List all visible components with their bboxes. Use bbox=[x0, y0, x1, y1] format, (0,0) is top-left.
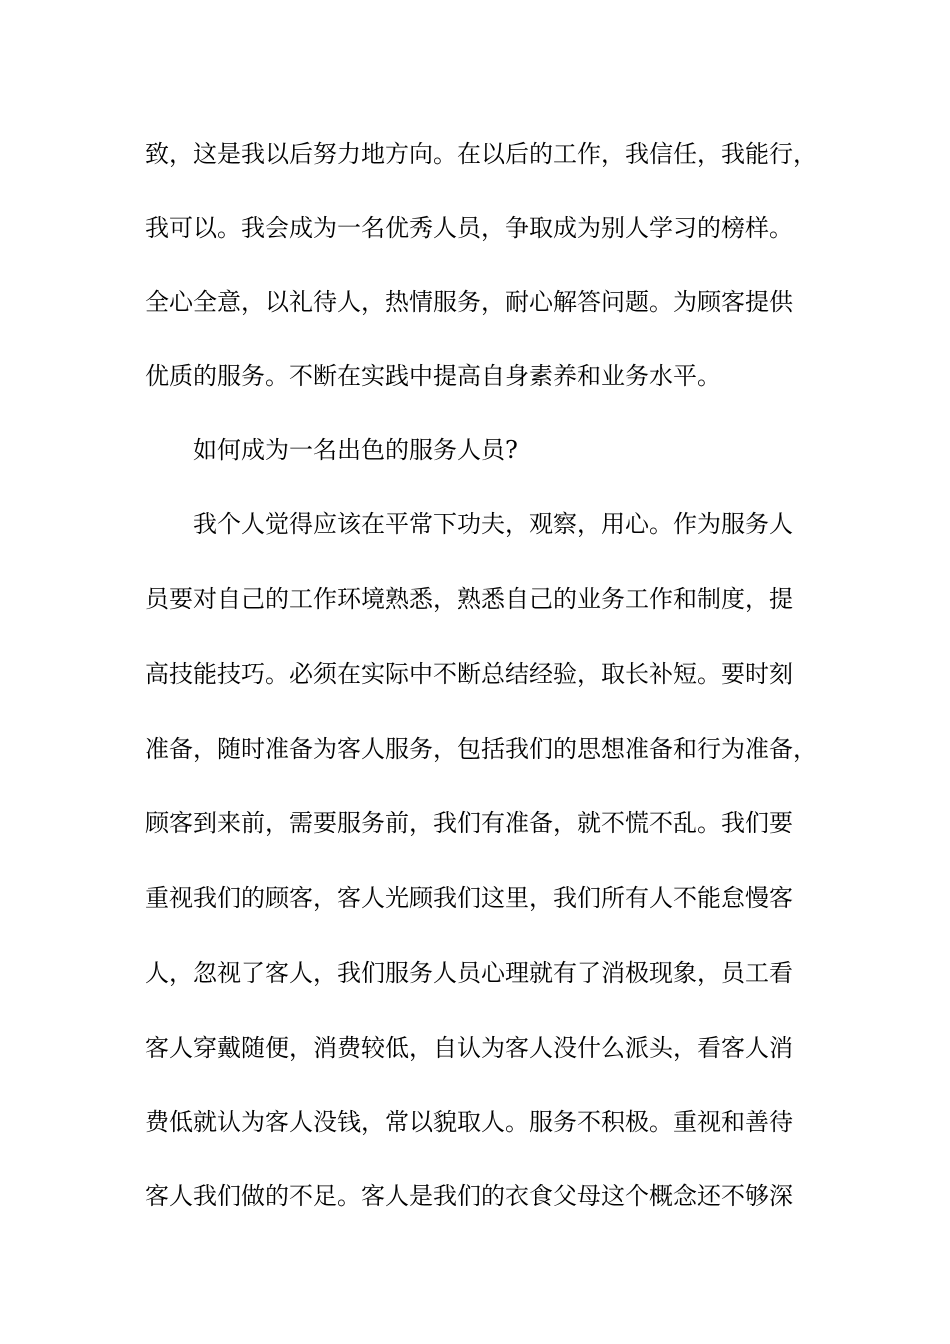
paragraph-line: 客人穿戴随便，消费较低，自认为客人没什么派头，看客人消 bbox=[145, 1034, 793, 1062]
paragraph-line: 高技能技巧。必须在实际中不断总结经验，取长补短。要时刻 bbox=[145, 660, 793, 688]
paragraph-line: 顾客到来前，需要服务前，我们有准备，就不慌不乱。我们要 bbox=[145, 809, 793, 837]
paragraph-line: 员要对自己的工作环境熟悉，熟悉自己的业务工作和制度，提 bbox=[145, 585, 793, 613]
paragraph-line: 优质的服务。不断在实践中提高自身素养和业务水平。 bbox=[145, 362, 721, 390]
paragraph-line: 费低就认为客人没钱，常以貌取人。服务不积极。重视和善待 bbox=[145, 1108, 793, 1136]
paragraph-line: 重视我们的顾客，客人光顾我们这里，我们所有人不能怠慢客 bbox=[145, 884, 793, 912]
section-heading: 如何成为一名出色的服务人员? bbox=[193, 436, 518, 464]
paragraph-line: 我可以。我会成为一名优秀人员，争取成为别人学习的榜样。 bbox=[145, 214, 793, 242]
paragraph-line: 致，这是我以后努力地方向。在以后的工作，我信任，我能行， bbox=[145, 140, 817, 168]
paragraph-line: 我个人觉得应该在平常下功夫，观察，用心。作为服务人 bbox=[193, 510, 793, 538]
paragraph-line: 准备，随时准备为客人服务，包括我们的思想准备和行为准备， bbox=[145, 735, 817, 763]
paragraph-line: 客人我们做的不足。客人是我们的衣食父母这个概念还不够深 bbox=[145, 1182, 793, 1210]
paragraph-line: 全心全意，以礼待人，热情服务，耐心解答问题。为顾客提供 bbox=[145, 288, 793, 316]
paragraph-line: 人，忽视了客人，我们服务人员心理就有了消极现象，员工看 bbox=[145, 959, 793, 987]
